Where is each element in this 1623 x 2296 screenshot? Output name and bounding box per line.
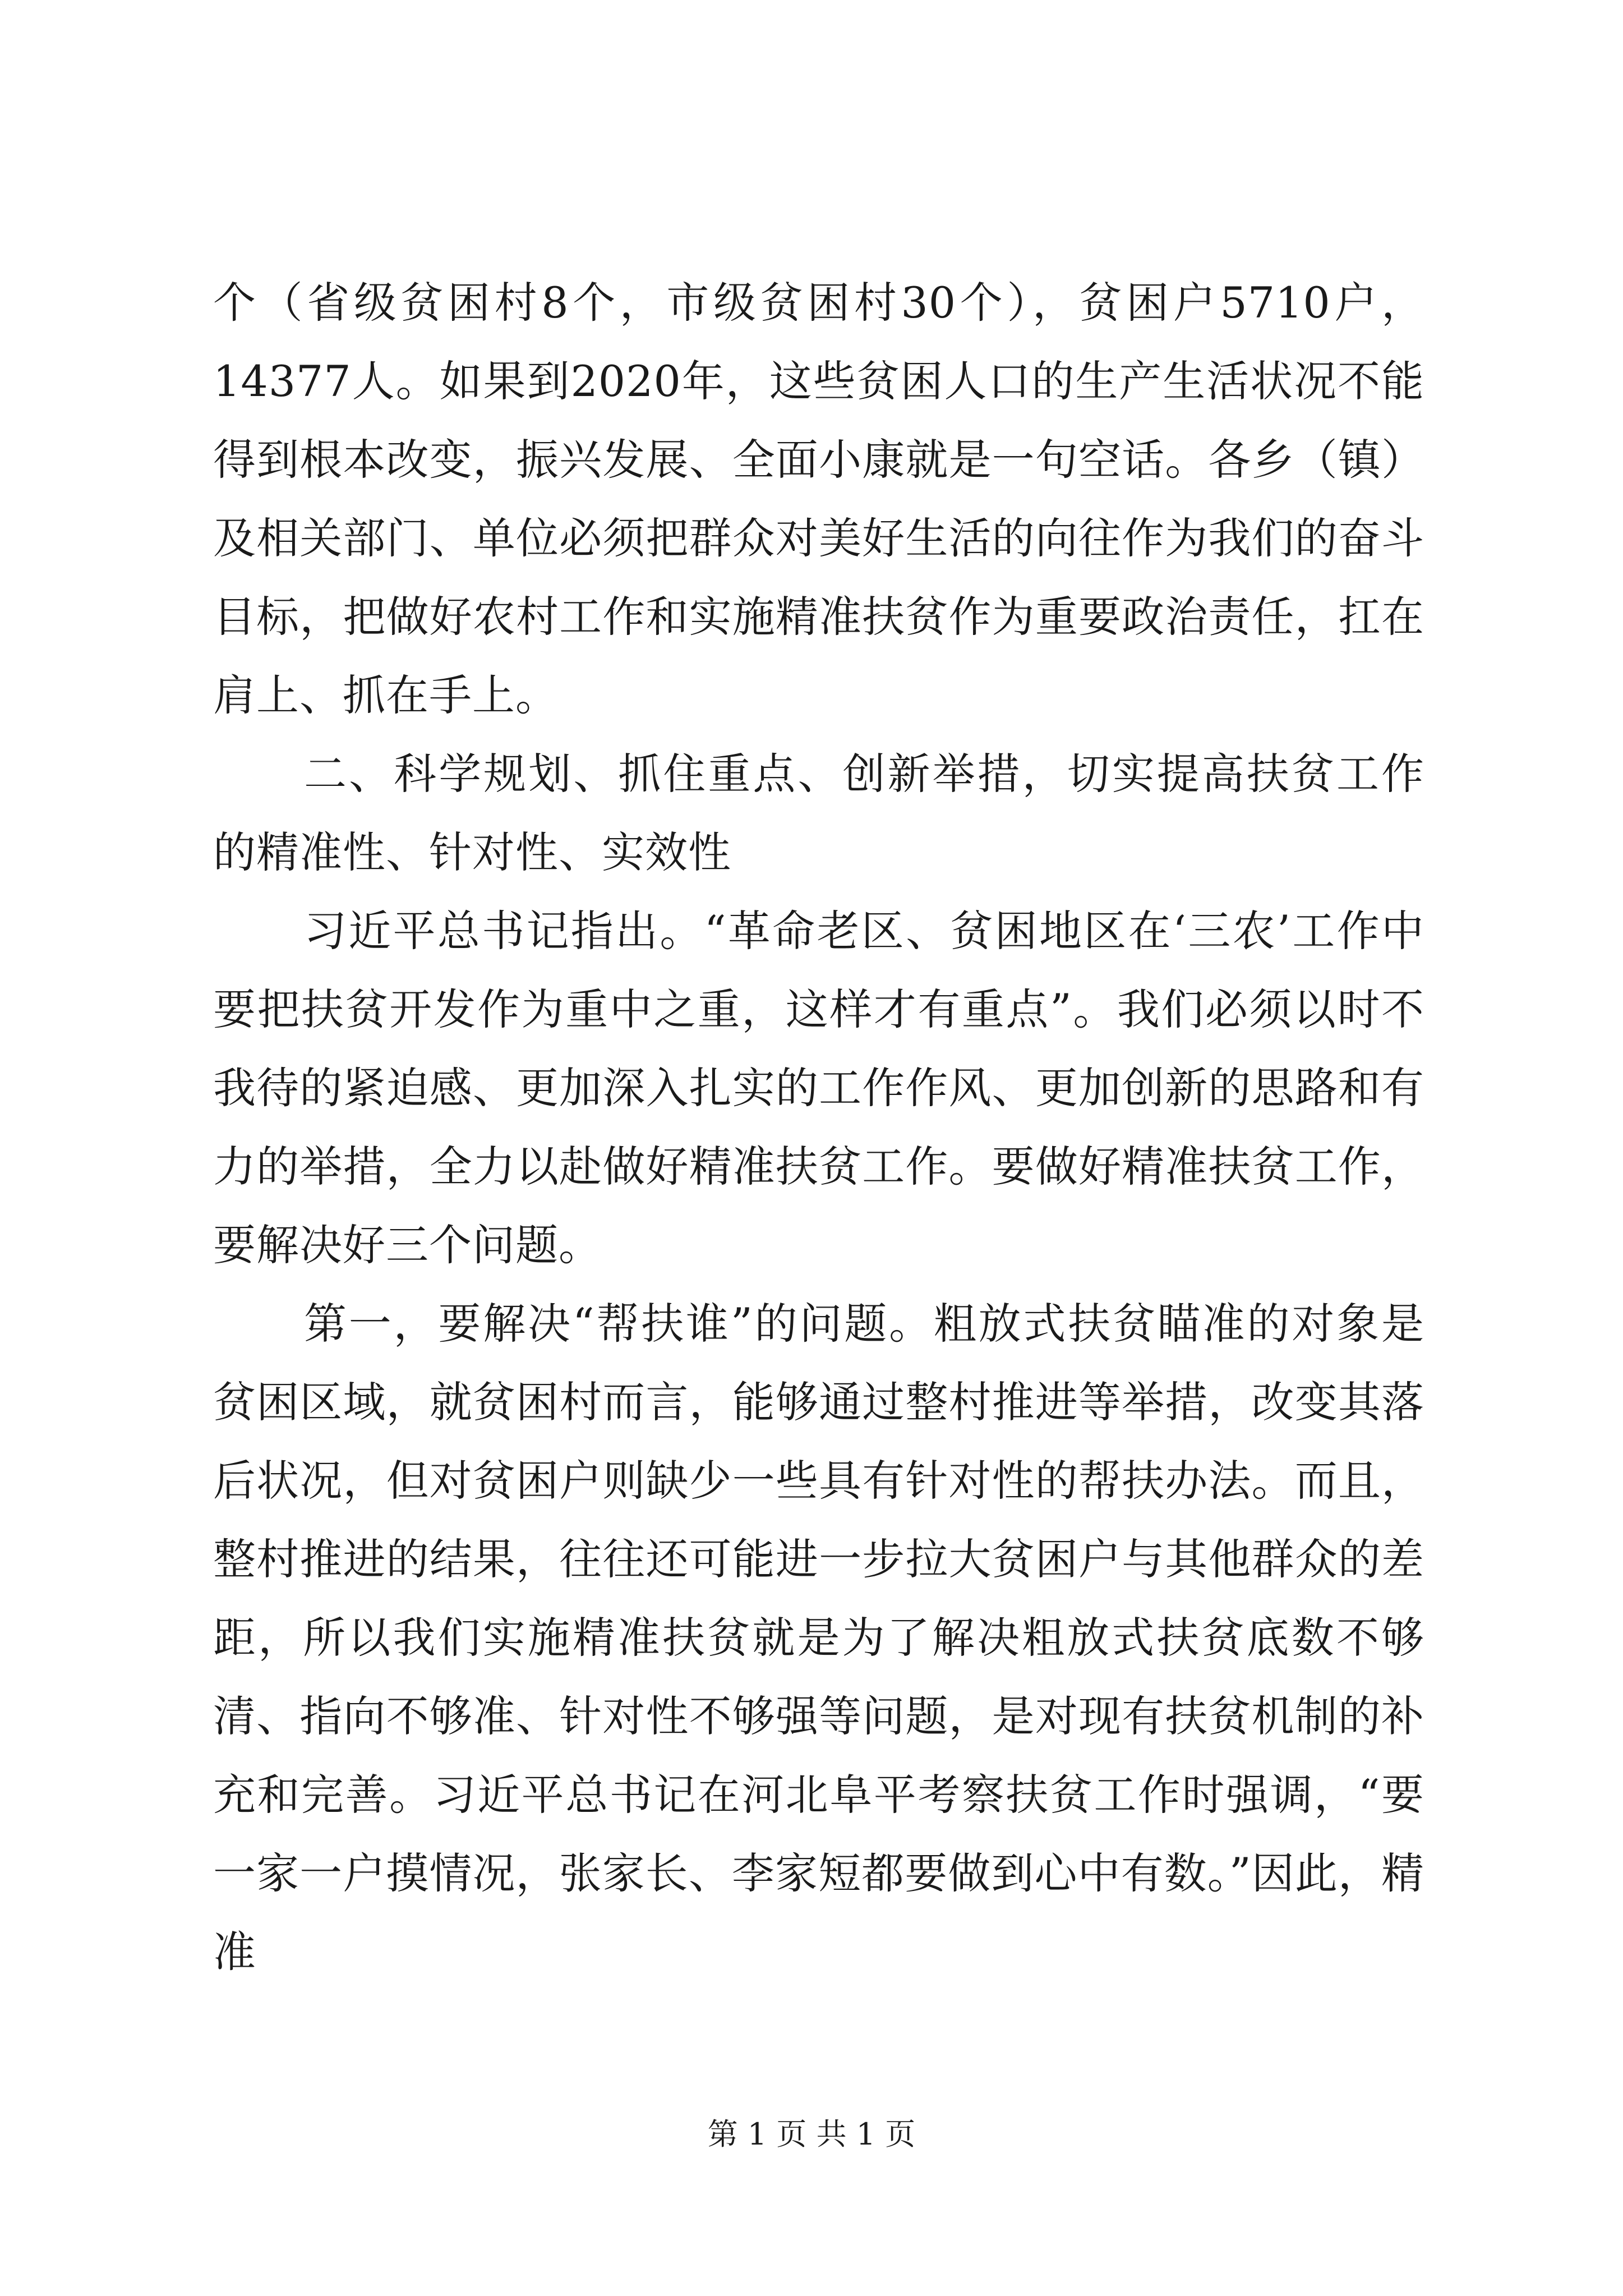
section-heading-two: 二、科学规划、抓住重点、创新举措，切实提高扶贫工作的精准性、针对性、实效性	[213, 749, 1424, 877]
paragraph-continuation: 个（省级贫困村8个，市级贫困村30个），贫困户5710户，14377人。如果到2020年，这些贫困人口的生产生活状况不能得到根本改变，振兴发展、全面小康就是一句空话。各乡（镇）及相关部门、单位必须把群众对美好生活的向往作为我们的奋斗目标，把做好农村工作和实施精准扶贫作为重要政治责任，扛在肩上、抓在手上。	[213, 278, 1424, 720]
document-body	[213, 264, 1424, 1991]
paragraph-quote-xi: 习近平总书记指出。“革命老区、贫困地区在‘三农’工作中要把扶贫开发作为重中之重，这样才有重点”。我们必须以时不我待的紧迫感、更加深入扎实的工作作风、更加创新的思路和有力的举措，全力以赴做好精准扶贫工作。要做好精准扶贫工作，要解决好三个问题。	[213, 906, 1424, 1270]
paragraph-first-point: 第一，要解决“帮扶谁”的问题。粗放式扶贫瞄准的对象是贫困区域，就贫困村而言，能够通过整村推进等举措，改变其落后状况，但对贫困户则缺少一些具有针对性的帮扶办法。而且，整村推进的结果，往往还可能进一步拉大贫困户与其他群众的差距，所以我们实施精准扶贫就是为了解决粗放式扶贫底数不够清、指向不够准、针对性不够强等问题，是对现有扶贫机制的补充和完善。习近平总书记在河北阜平考察扶贫工作时强调，“要一家一户摸情况，张家长、李家短都要做到心中有数。”因此，精准	[213, 1299, 1424, 1977]
page-footer: 第 1 页 共 1 页	[707, 2116, 916, 2152]
